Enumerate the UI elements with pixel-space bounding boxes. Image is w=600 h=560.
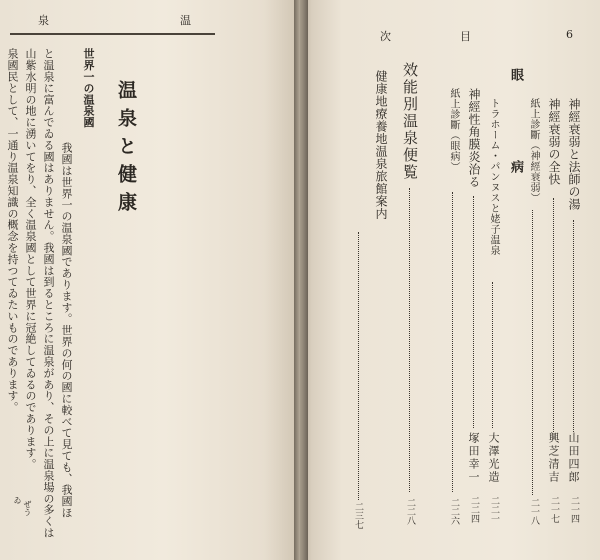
toc-entry-title: トラホーム・パンヌスと姥子温泉 <box>488 98 499 256</box>
toc-entry-author: 山田四郎 <box>567 432 580 484</box>
toc-entry-author: 興芝清吉 <box>547 432 560 484</box>
essay-title: 温泉と健康 <box>115 80 137 220</box>
toc-leader <box>532 210 533 495</box>
toc-entry-author: 塚田幸一 <box>467 432 480 484</box>
ruby-annotation: ぜう <box>23 500 32 516</box>
toc-subheading: 病 <box>508 160 523 173</box>
toc-entry-page: 二二一 <box>489 496 499 523</box>
ruby-annotation: ゐ <box>13 496 22 504</box>
toc-entry-page: 二一八 <box>529 498 539 525</box>
toc-entry-title: 神經衰弱と法師の湯 <box>567 98 581 211</box>
toc-entry-page: 二二八 <box>405 498 415 525</box>
body-line-1: 泉國民として、一通り温泉知識の概念を持つてゐたいものであります。 <box>6 48 19 413</box>
toc-leader <box>573 220 574 432</box>
toc-entry-title: 效能別温泉便覧 <box>401 62 419 181</box>
toc-leader <box>452 192 453 492</box>
toc-entry-page: 二一四 <box>569 496 579 523</box>
toc-entry-title: 神經衰弱の全快 <box>547 98 561 186</box>
toc-leader <box>473 196 474 428</box>
toc-leader <box>492 282 493 428</box>
body-line-3: と温泉に富んでゐる國はありません。我國は到るところに温泉があり、その上に温泉場の多くは <box>42 48 55 539</box>
running-header-left: 泉 <box>38 14 50 27</box>
toc-entry-title: 紙上診斷（眼病） <box>448 88 459 172</box>
running-header-mid: 目 <box>460 30 472 43</box>
body-line-2: 山紫水明の地に湧いてをり、全く温泉國として世界に冠絶してゐるのであります。 <box>24 48 37 470</box>
toc-entry-page: 二二四 <box>469 496 479 523</box>
section-subtitle: 世界一の温泉國 <box>82 48 95 128</box>
toc-leader <box>409 188 410 492</box>
toc-entry-page: 二三七 <box>353 502 363 529</box>
running-header-left: 次 <box>380 30 392 43</box>
toc-entry-title: 神經性角膜炎治る <box>467 88 481 188</box>
right-page <box>300 0 600 560</box>
toc-entry-title: 紙上診斷（神經衰弱） <box>528 98 539 203</box>
toc-leader <box>553 198 554 432</box>
toc-leader <box>358 232 359 500</box>
page-number: 6 <box>566 28 574 41</box>
book-gutter <box>294 0 308 560</box>
toc-heading: 眼 <box>508 68 523 81</box>
body-line-4: 我國は世界一の温泉國であります。世界の何の國に較べて見ても、我國ほ <box>60 142 73 519</box>
running-header-right: 温 <box>180 14 192 27</box>
toc-entry-page: 二一七 <box>549 496 559 523</box>
header-rule <box>10 33 215 35</box>
toc-entry-page: 二二六 <box>449 498 459 525</box>
toc-entry-author: 大澤光造 <box>487 432 500 484</box>
toc-entry-title: 健康地療養地温泉旅館案内 <box>374 70 388 220</box>
